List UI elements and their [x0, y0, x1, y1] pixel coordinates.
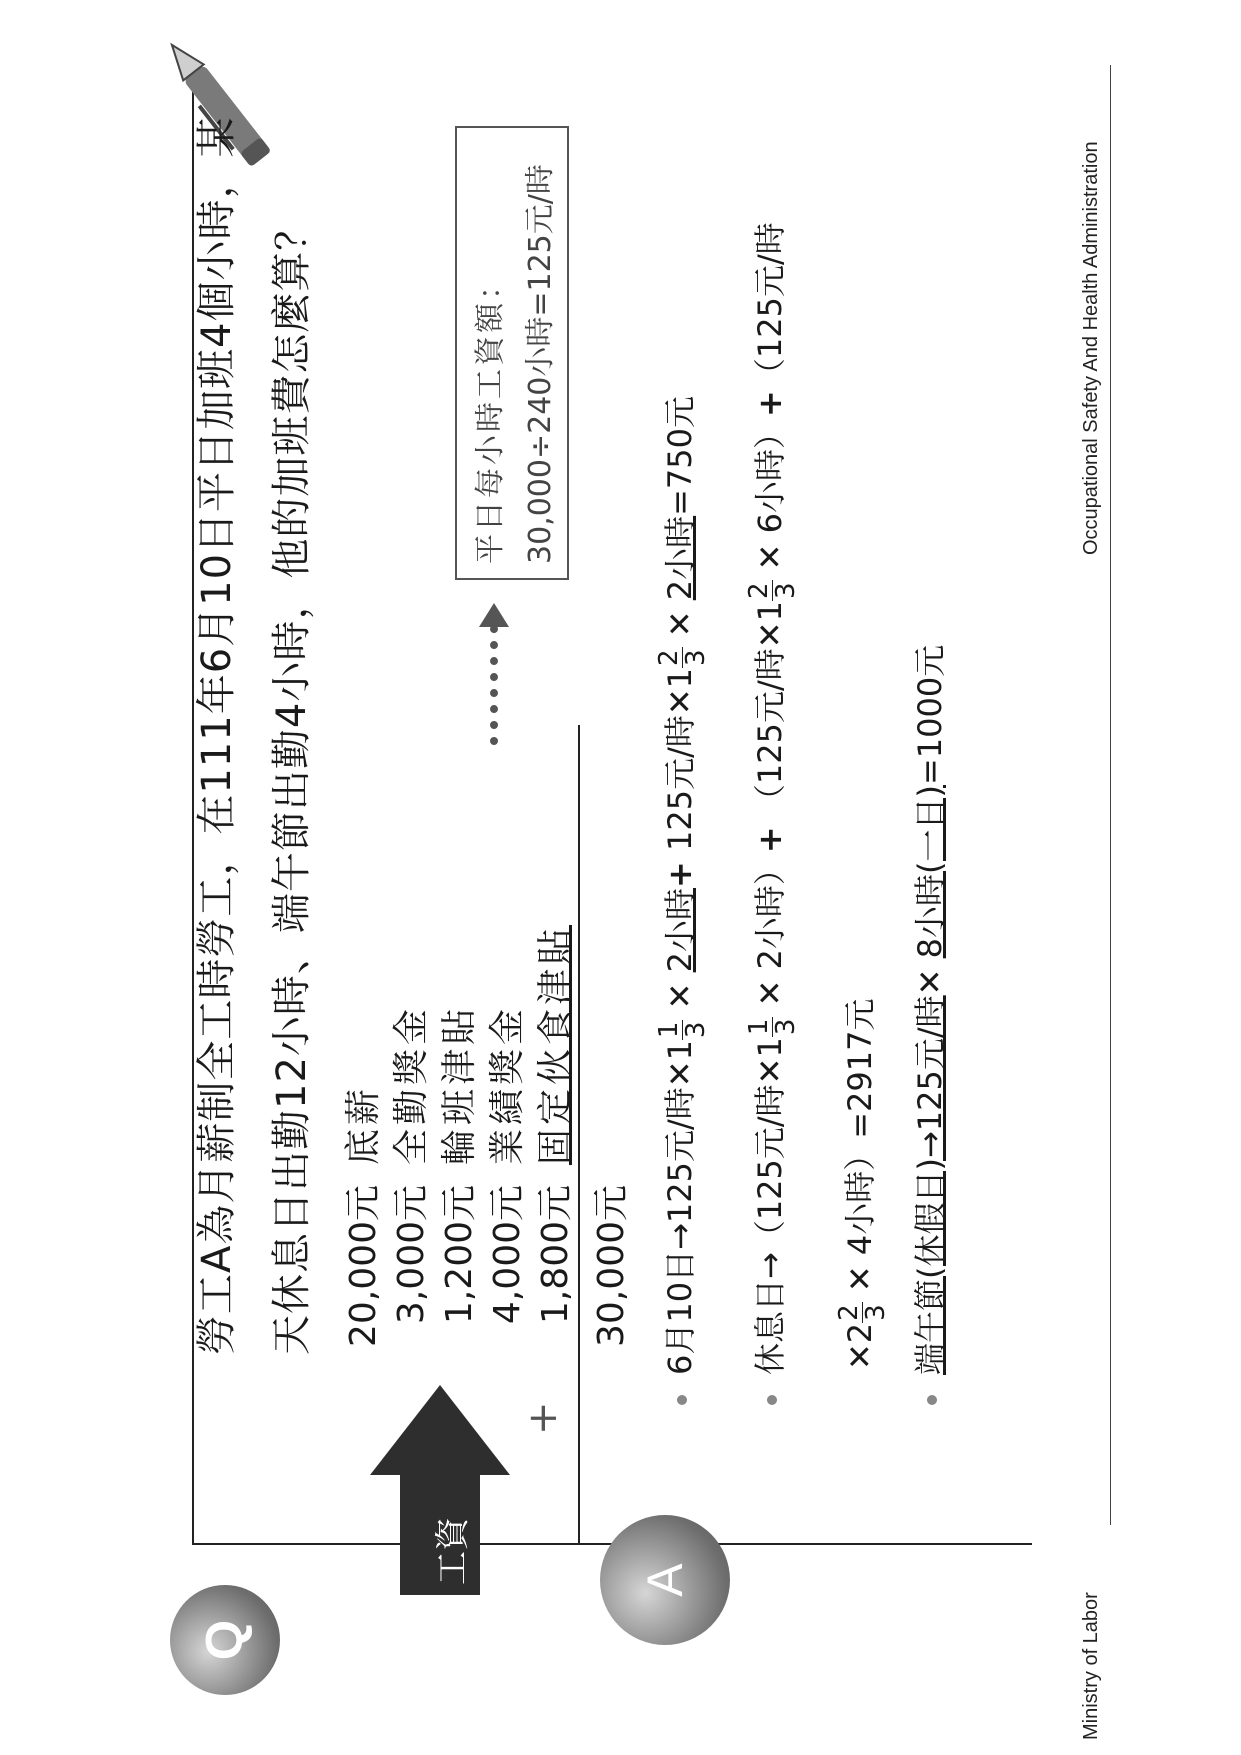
multiply-sign: ✕: [751, 1057, 789, 1085]
hourly-wage-title: 平日每小時工資額：: [473, 267, 508, 564]
question-line-1: 勞工A為月薪制全工時勞工，在111年6月10日平日加班4個小時，某: [194, 116, 240, 1355]
restday-rate: 休息日→（125元/時: [751, 1084, 789, 1375]
multiply-sign: ✕: [661, 688, 699, 716]
question-badge: Q: [170, 1585, 280, 1695]
fraction: [743, 580, 801, 601]
weekday-rate-2: 125元/時: [661, 715, 699, 851]
plus-sign: +: [751, 390, 789, 417]
mixed-whole: 1: [661, 1040, 699, 1061]
multiply-sign: ✕: [751, 979, 789, 1007]
question-line-2-text: 天休息日出勤12小時、端午節出勤4小時，他的加班費怎麼算？: [269, 209, 315, 1355]
hourly-wage-formula: 30,000÷240小時=125元/時: [523, 164, 558, 564]
dotted-arrow: [490, 625, 498, 745]
bullet: [767, 1395, 777, 1405]
plus-sign: +: [751, 826, 789, 854]
holiday-result: =1000元: [911, 644, 949, 786]
fraction-numerator: 2: [743, 582, 774, 600]
multiply-sign: ✕: [841, 1265, 879, 1293]
multiply-sign: ✕: [661, 610, 699, 638]
fraction-denominator: 3: [770, 1018, 801, 1036]
answer-row-restday-cont: [835, 998, 889, 1370]
fraction-denominator: 3: [770, 582, 801, 600]
fraction: [743, 1017, 801, 1038]
fraction: [653, 647, 711, 668]
salary-amount: 1,800元: [535, 1185, 576, 1325]
salary-label: 輪班津貼: [439, 1004, 480, 1165]
salary-amount: 4,000元: [487, 1185, 528, 1325]
restday-hours-2: 6小時）: [751, 416, 789, 534]
answer-badge: A: [600, 1515, 730, 1645]
salary-label: 全勤獎金: [391, 1004, 432, 1165]
salary-amount: 3,000元: [391, 1185, 432, 1325]
wage-arrow-label: 工資: [433, 1517, 473, 1585]
bullet: [677, 1395, 687, 1405]
restday-result: =2917元: [841, 998, 879, 1139]
multiply-sign: ✕: [751, 543, 789, 571]
multiply-sign: ✕: [661, 982, 699, 1010]
multiply-sign: ✕: [751, 621, 789, 649]
multiply-sign: ✕: [661, 1060, 699, 1088]
weekday-result: =750元: [661, 395, 699, 516]
multiply-sign: ✕: [911, 968, 949, 996]
bullet: [927, 1395, 937, 1405]
restday-hours-3: 4小時）: [841, 1138, 879, 1256]
fraction-numerator: 1: [743, 1018, 774, 1036]
salary-sum-line: [578, 725, 580, 1545]
fraction-denominator: 3: [680, 1021, 711, 1039]
salary-label: 底薪: [343, 1084, 384, 1165]
weekday-hours-1: 2小時: [661, 887, 699, 973]
restday-hours-1: 2小時）: [751, 853, 789, 970]
salary-amount: 1,200元: [439, 1185, 480, 1325]
restday-rate-3: （125元/時: [751, 222, 789, 391]
fraction: [833, 1302, 891, 1323]
restday-rate-2: （125元/時: [751, 648, 789, 817]
mixed-whole: 1: [751, 1037, 789, 1058]
multiply-sign: ✕: [841, 1343, 879, 1370]
answer-row-weekday: 6月10日→125元/時✕1 1 3 ✕ 2小時+ 125元/時✕1 2 3 ✕ 2小時=750元: [653, 395, 711, 1375]
weekday-rate: 6月10日→125元/時: [661, 1087, 699, 1375]
salary-label: 固定伙食津貼: [535, 924, 576, 1165]
fraction-denominator: 3: [680, 649, 711, 666]
salary-amount: 20,000元: [343, 1185, 384, 1347]
footer-osha: Occupational Safety And Health Administration: [1080, 141, 1102, 555]
fraction: [653, 1020, 711, 1041]
salary-label: 業績獎金: [487, 1004, 528, 1165]
mixed-whole: 2: [841, 1322, 879, 1344]
question-line-2: [260, 210, 317, 1355]
fraction-numerator: 2: [653, 649, 684, 666]
fraction-numerator: 1: [653, 1021, 684, 1039]
fraction-denominator: 3: [860, 1304, 891, 1321]
plus-sign: +: [661, 861, 699, 888]
fraction-numerator: 2: [833, 1304, 864, 1321]
weekday-hours-2: 2小時: [661, 515, 699, 601]
footer-ministry: Ministry of Labor: [1080, 1592, 1102, 1740]
holiday-hours: 8小時(一日): [911, 785, 949, 959]
hourly-wage-box: [455, 126, 569, 580]
dotted-arrow-head: [479, 603, 509, 627]
holiday-rate: 端午節(休假日)→125元/時: [911, 995, 949, 1375]
answer-row-holiday: [905, 645, 951, 1375]
salary-plus-sign: +: [520, 1401, 566, 1435]
salary-total: 30,000元: [591, 1185, 632, 1347]
answer-row-restday: 休息日→（125元/時✕1 1 3 ✕ 2小時）+ （125元/時✕1 2 3 ✕ 6小時）+（125元/時: [743, 222, 801, 1375]
footer-rule: [1110, 65, 1111, 1525]
